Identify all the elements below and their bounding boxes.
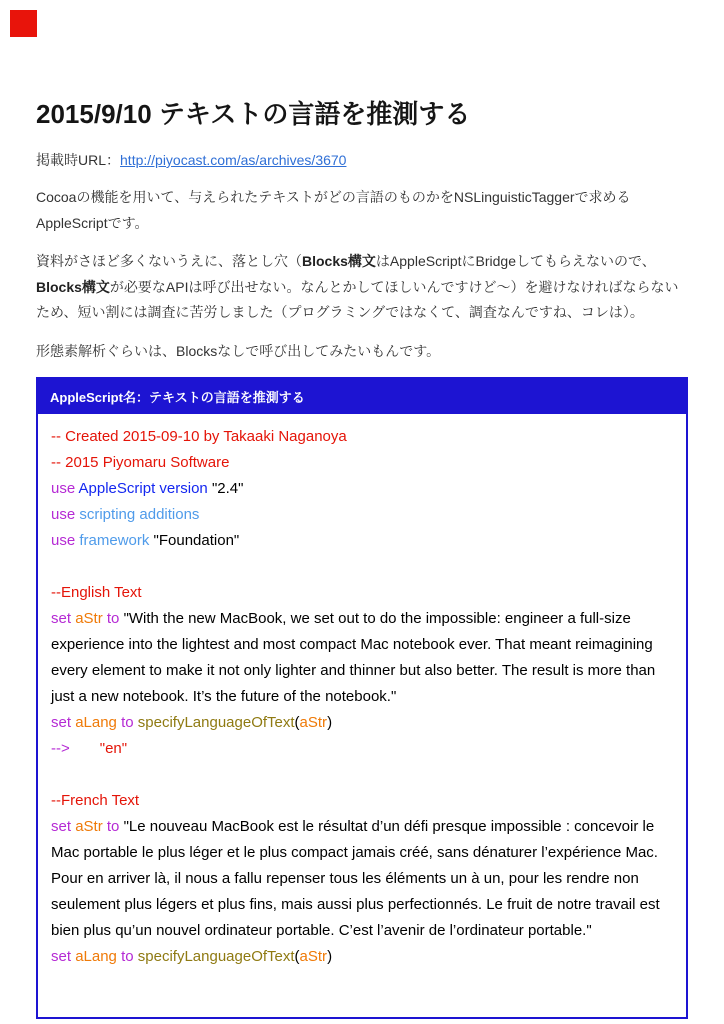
code-token-keyword: set <box>51 714 76 731</box>
code-line <box>51 450 673 476</box>
code-token-result: "en" <box>99 740 128 757</box>
code-token-handler: specifyLanguageOfText <box>137 714 295 731</box>
post-body <box>36 185 688 364</box>
post-url-line <box>36 150 688 171</box>
code-token-variable: aStr <box>299 714 328 731</box>
code-token-variable: aLang <box>75 714 122 731</box>
code-token-comment: --English Text <box>51 584 142 601</box>
page-title: 2015/9/10 テキストの言語を推測する <box>36 99 471 129</box>
code-token-keyword: to <box>121 948 138 965</box>
code-line <box>51 580 673 606</box>
code-token-keyword: to <box>106 818 124 835</box>
code-token-keyword: set <box>51 818 76 835</box>
code-token-comment: -- Created 2015-09-10 by Takaaki Naganoya <box>51 428 347 445</box>
code-token-keyword: use <box>51 480 79 497</box>
url-label: 掲載時URL： <box>36 152 121 168</box>
code-line <box>51 944 673 970</box>
code-token-keyword: to <box>106 610 124 627</box>
post-paragraph <box>36 339 688 365</box>
post-url-link[interactable]: http://piyocast.com/as/archives/3670 <box>120 152 347 168</box>
code-line <box>51 736 673 762</box>
code-line <box>51 502 673 528</box>
code-line <box>51 476 673 502</box>
code-body <box>38 414 686 1017</box>
code-token-comment: -- 2015 Piyomaru Software <box>51 454 230 471</box>
code-token-plain: "2.4" <box>211 480 244 497</box>
code-token-keyword: --> <box>51 740 70 757</box>
code-token-plain: ) <box>327 948 333 965</box>
code-line <box>51 528 673 554</box>
code-token-variable: aStr <box>75 610 107 627</box>
code-token-declaration: scripting additions <box>79 506 200 523</box>
code-line <box>51 762 673 788</box>
code-line <box>51 554 673 580</box>
code-token-plain: "With the new MacBook, we set out to do the impossible: engineer a full-size experience into the lightest and most compact Mac notebook ever. That meant reimagining every element to make it not only lighter and thinner but also better. The result is more than just a new notebook. It’s the future of the notebook." <box>51 610 660 705</box>
code-line <box>51 814 673 944</box>
code-block-title: AppleScript名：テキストの言語を推測する <box>38 379 686 414</box>
text-segment: 資料がさほど多くないうえに、落とし穴（ <box>36 253 302 269</box>
code-token-plain: "Le nouveau MacBook est le résultat d’un défi presque impossible : concevoir le Mac portable le plus léger et le plus compact jamais créé, sans dénaturer l’expérience Mac. Pour en arriver là, il nous a fallu repenser tous les éléments un à un, pour les rendre non seulement plus légers et plus fins, mais aussi plus perfectionnés. Le fruit de notre travail est bien plus qu’un nouvel ordinateur portable. C’est l’avenir de l’ordinateur portable." <box>51 818 664 939</box>
code-line <box>51 788 673 814</box>
code-token-variable: aStr <box>75 818 107 835</box>
bold-text-segment: Blocks構文 <box>302 253 376 269</box>
text-segment: はAppleScriptにBridgeしてもらえないので、 <box>375 253 656 269</box>
code-token-language: AppleScript version <box>78 480 212 497</box>
post-paragraph <box>36 185 688 236</box>
text-segment: が必要なAPIは呼び出せない。なんとかしてほしいんですけど〜）を避けなければならないため、短い割には調査に苦労しました（プログラミングではなくて、調査なんですね、コレは）。 <box>36 278 679 320</box>
applescript-code-block <box>36 377 688 1019</box>
code-token-declaration: framework <box>79 532 154 549</box>
code-token-plain: ) <box>327 714 333 731</box>
code-token-plain: ( <box>294 714 300 731</box>
code-token-variable: aLang <box>75 948 122 965</box>
code-token-keyword: set <box>51 610 76 627</box>
code-token-plain: ( <box>294 948 300 965</box>
code-token-keyword: use <box>51 532 80 549</box>
code-token-keyword: use <box>51 506 80 523</box>
code-line <box>51 424 673 450</box>
text-segment: 形態素解析ぐらいは、Blocksなしで呼び出してみたいもんです。 <box>36 342 441 359</box>
code-token-plain: "Foundation" <box>153 532 240 549</box>
bold-text-segment: Blocks構文 <box>36 278 110 295</box>
code-token-variable: aStr <box>299 948 328 965</box>
code-token-comment: --French Text <box>51 792 140 809</box>
text-segment: Cocoaの機能を用いて、与えられたテキストがどの言語のものかをNSLinguisticTaggerで求めるAppleScriptです。 <box>36 189 631 231</box>
post-paragraph <box>36 249 688 326</box>
red-corner-mark <box>10 10 37 37</box>
code-token-keyword: to <box>121 714 138 731</box>
code-line <box>51 606 673 710</box>
code-token-keyword: set <box>51 948 76 965</box>
code-line <box>51 710 673 736</box>
code-token-handler: specifyLanguageOfText <box>137 948 295 965</box>
